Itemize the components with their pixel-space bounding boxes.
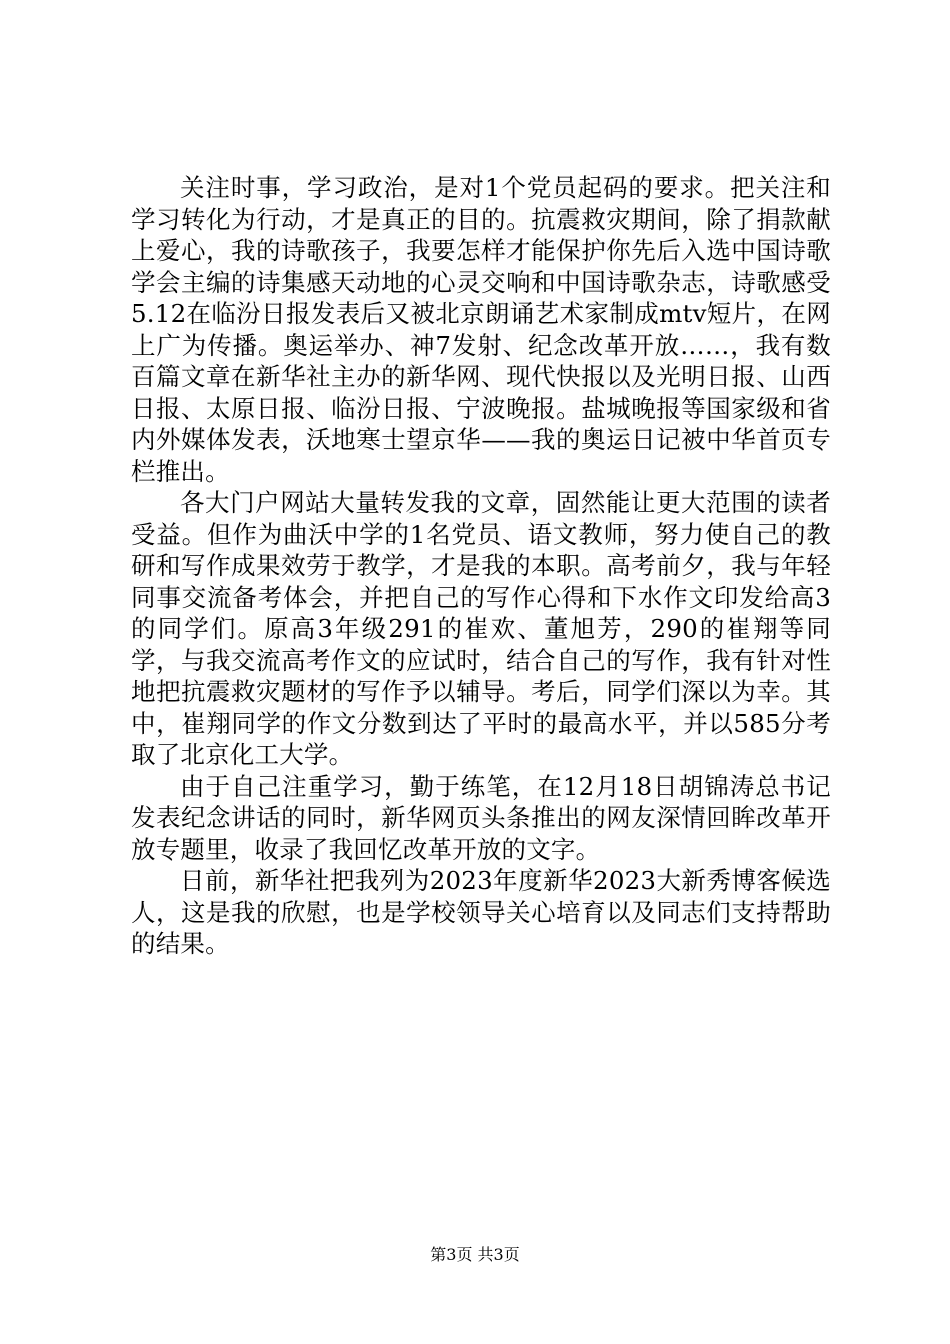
- page-footer: 第3页 共3页: [430, 1245, 520, 1264]
- paragraph-4: 日前，新华社把我列为2023年度新华2023大新秀博客候选人，这是我的欣慰，也是学校领导关心培育以及同志们支持帮助的结果。: [131, 866, 831, 958]
- paragraph-1: 关注时事，学习政治，是对1个党员起码的要求。把关注和学习转化为行动，才是真正的目的。抗震救灾期间，除了捐款献上爱心，我的诗歌孩子，我要怎样才能保护你先后入选中国诗歌学会主编的诗集感天动地的心灵交响和中国诗歌杂志，诗歌感受5.12在临汾日报发表后又被北京朗诵艺术家制成mtv短片，在网上广为传播。奥运举办、神7发射、纪念改革开放……，我有数百篇文章在新华社主办的新华网、现代快报以及光明日报、山西日报、太原日报、临汾日报、宁波晚报。盐城晚报等国家级和省内外媒体发表，沃地寒士望京华——我的奥运日记被中华首页专栏推出。: [131, 173, 831, 486]
- paragraph-3: 由于自己注重学习，勤于练笔，在12月18日胡锦涛总书记发表纪念讲话的同时，新华网页头条推出的网友深情回眸改革开放专题里，收录了我回忆改革开放的文字。: [131, 771, 831, 864]
- paragraph-2: 各大门户网站大量转发我的文章，固然能让更大范围的读者受益。但作为曲沃中学的1名党员、语文教师，努力使自己的教研和写作成果效劳于教学，才是我的本职。高考前夕，我与年轻同事交流备考体会，并把自己的写作心得和下水作文印发给高3的同学们。原高3年级291的崔欢、董旭芳，290的崔翔等同学，与我交流高考作文的应试时，结合自己的写作，我有针对性地把抗震救灾题材的写作予以辅导。考后，同学们深以为幸。其中，崔翔同学的作文分数到达了平时的最高水平，并以585分考取了北京化工大学。: [131, 488, 831, 769]
- document-body: [131, 172, 831, 960]
